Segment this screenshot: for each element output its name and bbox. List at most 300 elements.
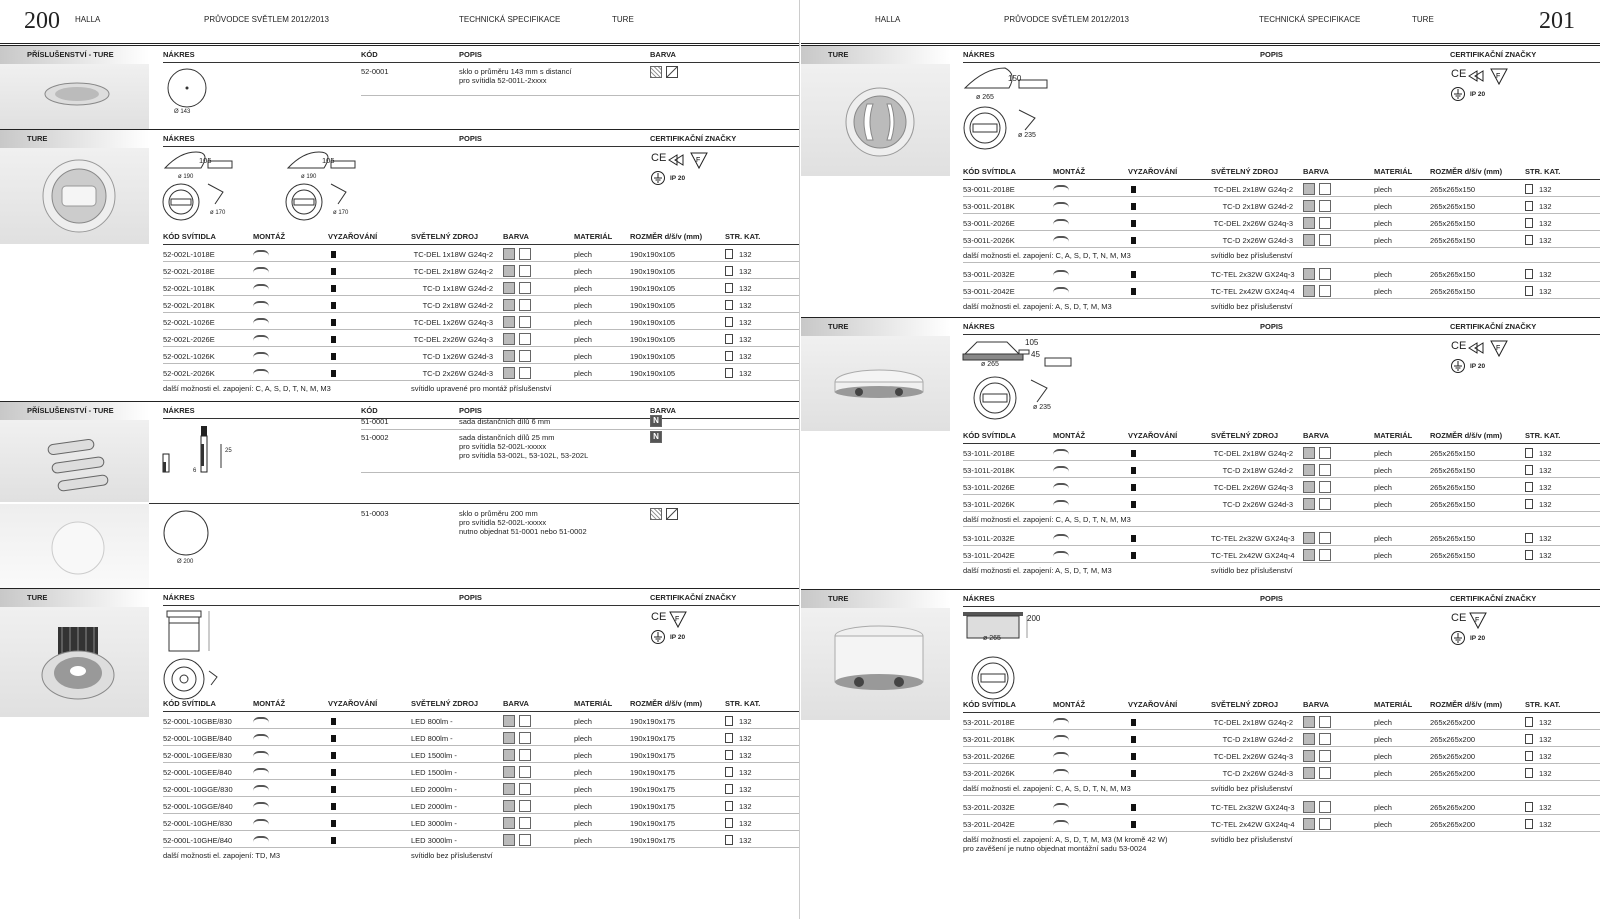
svg-text:F: F xyxy=(1475,617,1480,624)
table-col-header: VYZAŘOVÁNÍ xyxy=(328,699,378,708)
ip-rating: IP 20 xyxy=(1470,363,1486,370)
color-swatch-white xyxy=(519,732,531,744)
section-ture-53-101L xyxy=(801,317,1600,589)
row-code: 53-101L-2042E xyxy=(963,551,1015,560)
section-ture-53-201L xyxy=(801,589,1600,889)
mounting-icon xyxy=(253,318,269,324)
row-code: 52-000L-10GGE/840 xyxy=(163,802,233,811)
item-desc: sklo o průměru 200 mm xyxy=(459,509,538,518)
table-col-header: ROZMĚR d/š/v (mm) xyxy=(630,699,703,708)
table-col-header: MATERIÁL xyxy=(1374,700,1413,709)
row-material: plech xyxy=(574,267,592,276)
color-swatch-white xyxy=(1319,447,1331,459)
color-swatch-grey xyxy=(503,800,515,812)
row-catalog-page: 132 xyxy=(739,318,752,327)
row-catalog-page: 132 xyxy=(1539,270,1552,279)
wiring-note: další možnosti el. zapojení: C, A, S, D, T, N, M, M3 xyxy=(963,251,1131,260)
color-swatch-white xyxy=(1319,498,1331,510)
color-swatch-grey xyxy=(1303,268,1315,280)
color-swatch-white xyxy=(519,800,531,812)
svg-text:F: F xyxy=(1496,345,1501,352)
ce-mark-icon: CE xyxy=(651,152,667,164)
item-code: 51-0003 xyxy=(361,509,389,518)
color-swatch-white xyxy=(519,350,531,362)
row-code: 53-201L-2042E xyxy=(963,820,1015,829)
col-header: POPIS xyxy=(1260,322,1283,331)
table-col-header: KÓD SVÍTIDLA xyxy=(163,232,216,241)
col-header: CERTIFIKAČNÍ ZNAČKY xyxy=(1450,594,1537,603)
table-col-header: KÓD SVÍTIDLA xyxy=(963,431,1016,440)
table-col-header: MATERIÁL xyxy=(1374,167,1413,176)
row-material: plech xyxy=(1374,236,1392,245)
row-catalog-page: 132 xyxy=(1539,769,1552,778)
page-header xyxy=(0,0,799,44)
catalog-page-icon xyxy=(1525,465,1533,475)
row-material: plech xyxy=(1374,466,1392,475)
table-col-header: SVĚTELNÝ ZDROJ xyxy=(411,699,479,708)
row-material: plech xyxy=(1374,803,1392,812)
mounting-icon xyxy=(253,819,269,825)
catalog-page-icon xyxy=(1525,235,1533,245)
spec-label: TECHNICKÁ SPECIFIKACE xyxy=(459,15,561,24)
row-source: TC-D 2x26W G24d-3 xyxy=(1222,769,1293,778)
row-source: LED 800lm - xyxy=(411,734,453,743)
item-code: 51-0002 xyxy=(361,433,389,442)
row-code: 52-002L-2018K xyxy=(163,301,215,310)
row-catalog-page: 132 xyxy=(739,301,752,310)
mounting-icon xyxy=(1053,500,1069,506)
row-dimensions: 190x190x175 xyxy=(630,836,676,845)
mounting-icon xyxy=(253,768,269,774)
emission-icon xyxy=(331,820,336,827)
row-catalog-page: 132 xyxy=(739,267,752,276)
row-dimensions: 265x265x150 xyxy=(1430,551,1476,560)
ip-rating: IP 20 xyxy=(670,175,686,182)
col-header: NÁKRES xyxy=(163,406,195,415)
row-material: plech xyxy=(574,318,592,327)
catalog-page-icon xyxy=(725,716,733,726)
emission-icon xyxy=(331,285,336,292)
table-col-header: MONTÁŽ xyxy=(1053,431,1086,440)
page-gutter xyxy=(799,0,800,919)
item-desc: pro svítidla 52-001L-2xxxx xyxy=(459,76,547,85)
row-source: LED 2000lm - xyxy=(411,802,457,811)
dimension: Ø 200 xyxy=(177,559,194,565)
col-header: NÁKRES xyxy=(963,322,995,331)
row-source: TC-DEL 1x18W G24q-2 xyxy=(413,250,493,259)
color-swatch-white xyxy=(1319,750,1331,762)
emission-icon xyxy=(1131,237,1136,244)
mounting-icon xyxy=(1053,466,1069,472)
row-dimensions: 190x190x175 xyxy=(630,717,676,726)
emission-icon xyxy=(1131,288,1136,295)
table-col-header: MONTÁŽ xyxy=(253,699,286,708)
row-material: plech xyxy=(1374,449,1392,458)
row-dimensions: 190x190x175 xyxy=(630,734,676,743)
row-catalog-page: 132 xyxy=(1539,219,1552,228)
color-swatch-white xyxy=(519,282,531,294)
table-col-header: KÓD SVÍTIDLA xyxy=(963,167,1016,176)
row-material: plech xyxy=(1374,202,1392,211)
row-source: TC-D 2x26W G24d-3 xyxy=(422,369,493,378)
spec-label: TECHNICKÁ SPECIFIKACE xyxy=(1259,15,1361,24)
row-code: 52-000L-10GEE/830 xyxy=(163,751,232,760)
row-material: plech xyxy=(1374,185,1392,194)
accessory-note: svítidlo bez příslušenství xyxy=(1211,784,1293,793)
catalog-page-icon xyxy=(1525,533,1533,543)
dimension: ø 190 xyxy=(178,174,194,180)
row-catalog-page: 132 xyxy=(739,335,752,344)
spec-table xyxy=(0,589,799,888)
ce-mark-icon: CE xyxy=(651,611,667,623)
ce-mark-icon: CE xyxy=(1451,68,1467,80)
dimension: 150 xyxy=(1008,74,1022,83)
row-catalog-page: 132 xyxy=(739,250,752,259)
section-accessory-spacers xyxy=(0,401,799,588)
color-swatch-white xyxy=(519,248,531,260)
color-swatch-white xyxy=(1319,549,1331,561)
row-code: 53-201L-2032E xyxy=(963,803,1015,812)
dimension: 6 xyxy=(193,468,197,474)
col-header: BARVA xyxy=(650,406,676,415)
mounting-icon xyxy=(1053,185,1069,191)
ce-mark-icon: CE xyxy=(1451,340,1467,352)
row-material: plech xyxy=(1374,534,1392,543)
row-source: LED 2000lm - xyxy=(411,785,457,794)
table-col-header: KÓD SVÍTIDLA xyxy=(963,700,1016,709)
catalog-page-icon xyxy=(1525,734,1533,744)
row-dimensions: 265x265x200 xyxy=(1430,803,1476,812)
section-ture-52-000L xyxy=(0,588,799,888)
row-code: 53-101L-2026E xyxy=(963,483,1015,492)
row-code: 53-001L-2026K xyxy=(963,236,1015,245)
table-col-header: BARVA xyxy=(1303,700,1329,709)
row-source: TC-D 2x18W G24d-2 xyxy=(1222,202,1293,211)
row-code: 53-001L-2042E xyxy=(963,287,1015,296)
spacers-photo xyxy=(0,420,149,502)
row-code: 53-101L-2032E xyxy=(963,534,1015,543)
section-tag: TURE xyxy=(0,130,149,148)
col-header: NÁKRES xyxy=(163,593,195,602)
row-code: 53-201L-2018K xyxy=(963,735,1015,744)
table-col-header: ROZMĚR d/š/v (mm) xyxy=(1430,167,1503,176)
catalog-page-icon xyxy=(1525,802,1533,812)
emission-icon xyxy=(1131,770,1136,777)
row-material: plech xyxy=(574,802,592,811)
table-col-header: STR. KAT. xyxy=(725,699,761,708)
row-material: plech xyxy=(1374,752,1392,761)
row-dimensions: 190x190x175 xyxy=(630,751,676,760)
brand-label: HALLA xyxy=(75,15,101,24)
row-source: TC-TEL 2x42W GX24q-4 xyxy=(1211,820,1295,829)
wiring-note: další možnosti el. zapojení: C, A, S, D, T, N, M, M3 xyxy=(963,515,1131,524)
col-header: KÓD xyxy=(361,50,378,59)
wiring-note: další možnosti el. zapojení: A, S, D, T, M, M3 (M kromě 42 W) xyxy=(963,835,1168,844)
row-material: plech xyxy=(1374,551,1392,560)
color-swatch-white xyxy=(519,715,531,727)
mounting-icon xyxy=(253,335,269,341)
mounting-icon xyxy=(253,751,269,757)
row-code: 52-002L-2026E xyxy=(163,335,215,344)
col-header: NÁKRES xyxy=(963,594,995,603)
col-header: NÁKRES xyxy=(163,50,195,59)
color-swatch-white xyxy=(1319,767,1331,779)
emission-icon xyxy=(331,786,336,793)
emission-icon xyxy=(1131,804,1136,811)
row-source: TC-DEL 2x26W G24q-3 xyxy=(413,335,493,344)
color-swatch-grey xyxy=(1303,716,1315,728)
row-source: TC-TEL 2x32W GX24q-3 xyxy=(1211,534,1295,543)
row-material: plech xyxy=(1374,483,1392,492)
row-source: LED 800lm - xyxy=(411,717,453,726)
catalog-page-icon xyxy=(1525,184,1533,194)
emission-icon xyxy=(331,336,336,343)
row-catalog-page: 132 xyxy=(1539,735,1552,744)
row-catalog-page: 132 xyxy=(1539,449,1552,458)
row-catalog-page: 132 xyxy=(1539,820,1552,829)
ip-rating: IP 20 xyxy=(1470,91,1486,98)
row-source: LED 1500lm - xyxy=(411,768,457,777)
item-desc: sada distančních dílů 25 mm xyxy=(459,433,555,442)
section-tag: PŘÍSLUŠENSTVÍ - TURE xyxy=(0,46,149,64)
row-material: plech xyxy=(1374,820,1392,829)
emission-icon xyxy=(331,251,336,258)
col-header: NÁKRES xyxy=(963,50,995,59)
mounting-icon xyxy=(1053,769,1069,775)
dimension: 200 xyxy=(1027,614,1041,623)
svg-text:F: F xyxy=(1496,73,1501,80)
row-dimensions: 190x190x105 xyxy=(630,267,676,276)
emission-icon xyxy=(331,370,336,377)
row-dimensions: 190x190x175 xyxy=(630,785,676,794)
table-col-header: ROZMĚR d/š/v (mm) xyxy=(1430,431,1503,440)
section-tag: TURE xyxy=(0,589,149,607)
page-number: 200 xyxy=(24,8,60,34)
row-code: 53-101L-2018K xyxy=(963,466,1015,475)
page-number: 201 xyxy=(1539,8,1575,34)
mounting-icon xyxy=(253,717,269,723)
color-swatch xyxy=(650,66,662,78)
row-material: plech xyxy=(574,734,592,743)
mounting-icon xyxy=(253,785,269,791)
section-tag: PŘÍSLUŠENSTVÍ - TURE xyxy=(0,402,149,420)
row-catalog-page: 132 xyxy=(1539,718,1552,727)
row-dimensions: 190x190x175 xyxy=(630,768,676,777)
row-code: 52-000L-10GHE/840 xyxy=(163,836,233,845)
wiring-note: další možnosti el. zapojení: A, S, D, T, M, M3 xyxy=(963,566,1112,575)
catalog-page-icon xyxy=(725,266,733,276)
row-code: 53-101L-2026K xyxy=(963,500,1015,509)
row-material: plech xyxy=(1374,287,1392,296)
row-material: plech xyxy=(574,819,592,828)
item-desc: nutno objednat 51-0001 nebo 51-0002 xyxy=(459,527,587,536)
emission-icon xyxy=(1131,821,1136,828)
color-swatch-white xyxy=(519,783,531,795)
row-source: TC-DEL 2x26W G24q-3 xyxy=(1213,752,1293,761)
page-header xyxy=(801,0,1600,44)
section-tag: TURE xyxy=(801,318,950,336)
row-catalog-page: 132 xyxy=(739,802,752,811)
item-desc: pro svítidla 53-002L, 53-102L, 53-202L xyxy=(459,451,589,460)
accessory-note: svítidlo bez příslušenství xyxy=(1211,251,1293,260)
emission-icon xyxy=(1131,203,1136,210)
row-catalog-page: 132 xyxy=(739,734,752,743)
clear-glass-icon xyxy=(666,508,678,520)
row-dimensions: 265x265x150 xyxy=(1430,287,1476,296)
color-swatch-grey xyxy=(503,749,515,761)
emission-icon xyxy=(1131,220,1136,227)
row-source: TC-TEL 2x32W GX24q-3 xyxy=(1211,803,1295,812)
row-catalog-page: 132 xyxy=(1539,752,1552,761)
emission-icon xyxy=(1131,552,1136,559)
table-col-header: SVĚTELNÝ ZDROJ xyxy=(1211,700,1279,709)
mounting-icon xyxy=(1053,236,1069,242)
color-swatch-grey xyxy=(503,282,515,294)
row-catalog-page: 132 xyxy=(739,717,752,726)
row-code: 52-002L-1026K xyxy=(163,352,215,361)
row-material: plech xyxy=(1374,270,1392,279)
drawing-spacers xyxy=(163,424,243,484)
section-accessory-glass xyxy=(0,45,799,129)
emission-icon xyxy=(331,302,336,309)
row-dimensions: 265x265x150 xyxy=(1430,483,1476,492)
row-code: 52-000L-10GBE/840 xyxy=(163,734,232,743)
table-col-header: MATERIÁL xyxy=(574,699,613,708)
col-header: BARVA xyxy=(650,50,676,59)
dimension: 105 xyxy=(322,156,335,165)
catalog-page-icon xyxy=(1525,218,1533,228)
item-desc: pro svítidla 52-002L-xxxxx xyxy=(459,518,547,527)
row-code: 52-000L-10GEE/840 xyxy=(163,768,232,777)
emission-icon xyxy=(1131,535,1136,542)
row-source: TC-DEL 2x18W G24q-2 xyxy=(413,267,493,276)
drawing-glass-200 xyxy=(163,510,213,562)
row-catalog-page: 132 xyxy=(1539,803,1552,812)
row-catalog-page: 132 xyxy=(739,785,752,794)
emission-icon xyxy=(331,319,336,326)
color-swatch-white xyxy=(519,834,531,846)
item-desc: sada distančních dílů 6 mm xyxy=(459,417,551,426)
row-code: 52-002L-2026K xyxy=(163,369,215,378)
dimension: 45 xyxy=(1031,350,1040,359)
color-swatch-grey xyxy=(1303,183,1315,195)
row-source: TC-D 1x18W G24d-2 xyxy=(422,284,493,293)
table-col-header: VYZAŘOVÁNÍ xyxy=(1128,167,1178,176)
col-header: POPIS xyxy=(459,406,482,415)
col-header: NÁKRES xyxy=(163,134,195,143)
table-col-header: VYZAŘOVÁNÍ xyxy=(328,232,378,241)
row-dimensions: 190x190x175 xyxy=(630,802,676,811)
color-swatch-white xyxy=(1319,801,1331,813)
color-swatch-grey xyxy=(1303,481,1315,493)
col-header: CERTIFIKAČNÍ ZNAČKY xyxy=(1450,50,1537,59)
table-col-header: SVĚTELNÝ ZDROJ xyxy=(1211,167,1279,176)
row-material: plech xyxy=(574,284,592,293)
row-source: LED 1500lm - xyxy=(411,751,457,760)
catalog-page-icon xyxy=(725,750,733,760)
section-ture-53-001L xyxy=(801,45,1600,317)
row-source: LED 3000lm - xyxy=(411,836,457,845)
row-dimensions: 265x265x150 xyxy=(1430,236,1476,245)
table-col-header: STR. KAT. xyxy=(1525,431,1561,440)
color-swatch-grey xyxy=(503,299,515,311)
col-header: CERTIFIKAČNÍ ZNAČKY xyxy=(650,593,737,602)
ip-rating: IP 20 xyxy=(1470,635,1486,642)
catalog-page-icon xyxy=(1525,448,1533,458)
color-swatch-grey xyxy=(1303,234,1315,246)
row-catalog-page: 132 xyxy=(1539,534,1552,543)
table-col-header: STR. KAT. xyxy=(1525,700,1561,709)
mounting-icon xyxy=(1053,551,1069,557)
series-label: TURE xyxy=(1412,15,1434,24)
row-material: plech xyxy=(574,836,592,845)
row-dimensions: 190x190x105 xyxy=(630,301,676,310)
row-source: TC-D 2x18W G24d-2 xyxy=(1222,735,1293,744)
col-header: CERTIFIKAČNÍ ZNAČKY xyxy=(1450,322,1537,331)
row-material: plech xyxy=(574,335,592,344)
color-swatch-grey xyxy=(503,783,515,795)
emission-icon xyxy=(1131,186,1136,193)
color-swatch-white xyxy=(1319,200,1331,212)
mounting-icon xyxy=(1053,752,1069,758)
table-col-header: STR. KAT. xyxy=(725,232,761,241)
product-photo xyxy=(0,420,149,502)
table-col-header: STR. KAT. xyxy=(1525,167,1561,176)
item-code: 51-0001 xyxy=(361,417,389,426)
color-swatch-grey xyxy=(1303,532,1315,544)
spec-table xyxy=(0,130,799,401)
color-swatch-white xyxy=(519,367,531,379)
color-swatch-white xyxy=(519,265,531,277)
row-material: plech xyxy=(574,369,592,378)
mounting-icon xyxy=(1053,202,1069,208)
dimension: 105 xyxy=(199,156,212,165)
catalog-page-icon xyxy=(725,801,733,811)
row-code: 53-101L-2018E xyxy=(963,449,1015,458)
emission-icon xyxy=(331,752,336,759)
row-dimensions: 265x265x150 xyxy=(1430,202,1476,211)
emission-icon xyxy=(331,268,336,275)
row-code: 53-001L-2026E xyxy=(963,219,1015,228)
color-swatch-grey xyxy=(1303,217,1315,229)
accessory-note: svítidlo bez příslušenství xyxy=(1211,302,1293,311)
catalog-page-icon xyxy=(725,818,733,828)
table-col-header: ROZMĚR d/š/v (mm) xyxy=(630,232,703,241)
color-badge: N xyxy=(650,415,662,427)
wiring-note: další možnosti el. zapojení: C, A, S, D, T, N, M, M3 xyxy=(963,784,1131,793)
emission-icon xyxy=(1131,450,1136,457)
table-col-header: MATERIÁL xyxy=(574,232,613,241)
mounting-icon xyxy=(1053,219,1069,225)
row-source: TC-TEL 2x32W GX24q-3 xyxy=(1211,270,1295,279)
row-dimensions: 190x190x105 xyxy=(630,250,676,259)
row-code: 52-000L-10GGE/830 xyxy=(163,785,233,794)
color-swatch-grey xyxy=(503,333,515,345)
row-catalog-page: 132 xyxy=(1539,500,1552,509)
color-swatch-grey xyxy=(503,732,515,744)
dimension: ø 265 xyxy=(981,361,999,368)
col-header: POPIS xyxy=(459,134,482,143)
table-col-header: BARVA xyxy=(1303,167,1329,176)
row-dimensions: 190x190x105 xyxy=(630,352,676,361)
row-code: 52-000L-10GBE/830 xyxy=(163,717,232,726)
ce-mark-icon: CE xyxy=(1451,612,1467,624)
color-swatch-white xyxy=(1319,285,1331,297)
row-code: 53-201L-2026E xyxy=(963,752,1015,761)
color-swatch-white xyxy=(519,766,531,778)
color-swatch-grey xyxy=(1303,200,1315,212)
row-code: 52-002L-1026E xyxy=(163,318,215,327)
